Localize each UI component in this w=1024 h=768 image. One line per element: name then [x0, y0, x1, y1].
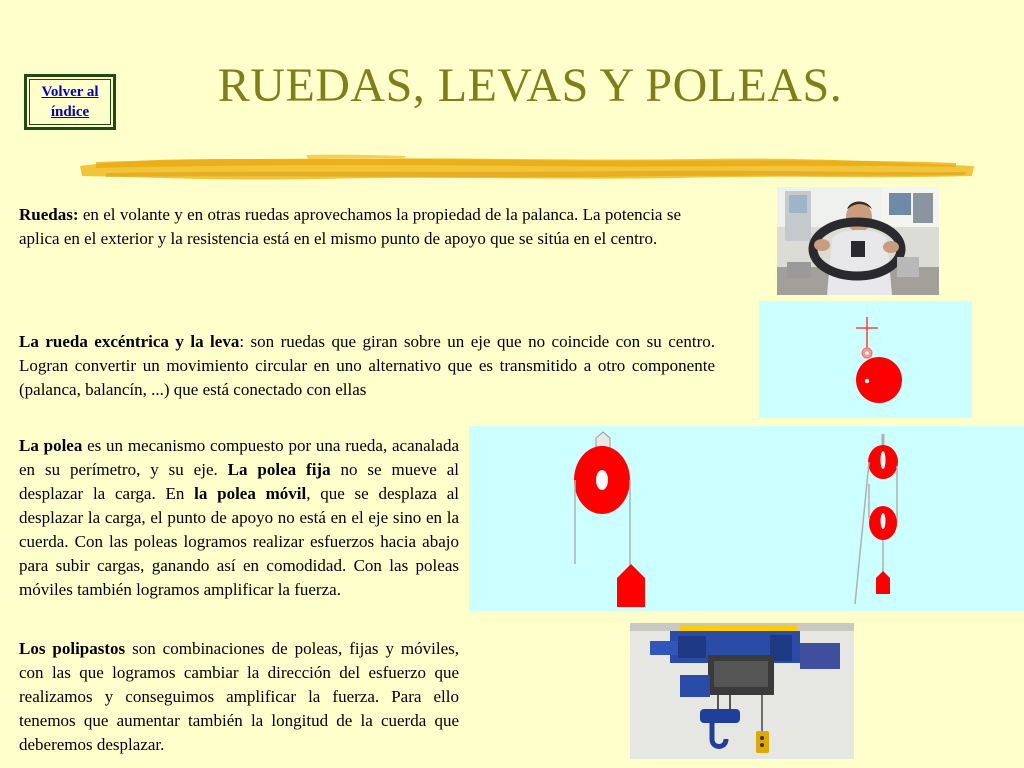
- page-title: RUEDAS, LEVAS Y POLEAS.: [217, 59, 843, 112]
- polea-fija-term: La polea fija: [227, 460, 331, 479]
- polipastos-term: Los polipastos: [19, 639, 126, 658]
- polea-term: La polea: [19, 436, 83, 455]
- pulley-diagram-panel: [469, 426, 1024, 611]
- back-link-line1: Volver al: [41, 84, 99, 100]
- polea-paragraph: [19, 434, 459, 602]
- fixed-pulley-diagram: [574, 432, 645, 607]
- back-to-index-button[interactable]: [24, 74, 116, 130]
- back-link-line2: índice: [50, 104, 90, 120]
- polea-text-2: no se mueve al desplazar la carga. En: [19, 460, 459, 503]
- ruedas-paragraph: [19, 203, 681, 251]
- polipastos-text: son combinaciones de poleas, fijas y móviles, con las que logramos cambiar la dirección del esfuerzo que realizamos y conseguimos amplificar la fuerza. Para ello tenemos que aumentar también la longitud de la cuerda que deberemos desplazar.: [19, 639, 459, 754]
- excentrica-term: La rueda excéntrica y la leva: [19, 332, 240, 351]
- eccentric-cam-diagram: [759, 301, 972, 418]
- polea-movil-term: la polea móvil: [194, 484, 307, 503]
- brush-stroke-divider: [76, 146, 978, 188]
- polea-text-3: , que se desplaza al desplazar la carga, el punto de apoyo no está en el eje sino en la cuerda. Con las poleas logramos realizar esfuerzos hacia abajo para subir cargas, ganando así en comodidad. Con las poleas móviles también logramos amplificar la fuerza.: [19, 484, 459, 599]
- ruedas-text: en el volante y en otras ruedas aprovechamos la propiedad de la palanca. La potencia se aplica en el exterior y la resistencia está en el mismo punto de apoyo que se sitúa en el centro.: [19, 205, 681, 248]
- steering-wheel-photo: [777, 187, 939, 295]
- ruedas-term: Ruedas:: [19, 205, 79, 224]
- excentrica-paragraph: [19, 330, 715, 402]
- polea-text-1: es un mecanismo compuesto por una rueda, acanalada en su perímetro, y su eje.: [19, 436, 459, 479]
- excentrica-text: : son ruedas que giran sobre un eje que no coincide con su centro. Logran convertir un movimiento circular en uno alternativo que es transmitido a otro componente (palanca, balancín, ...) que está conectado con ellas: [19, 332, 715, 399]
- polipastos-paragraph: [19, 637, 459, 757]
- back-to-index-link[interactable]: [41, 82, 98, 122]
- hoist-photo: [630, 623, 854, 759]
- movable-pulley-diagram: [855, 434, 898, 604]
- cam-diagram-panel: [759, 301, 972, 418]
